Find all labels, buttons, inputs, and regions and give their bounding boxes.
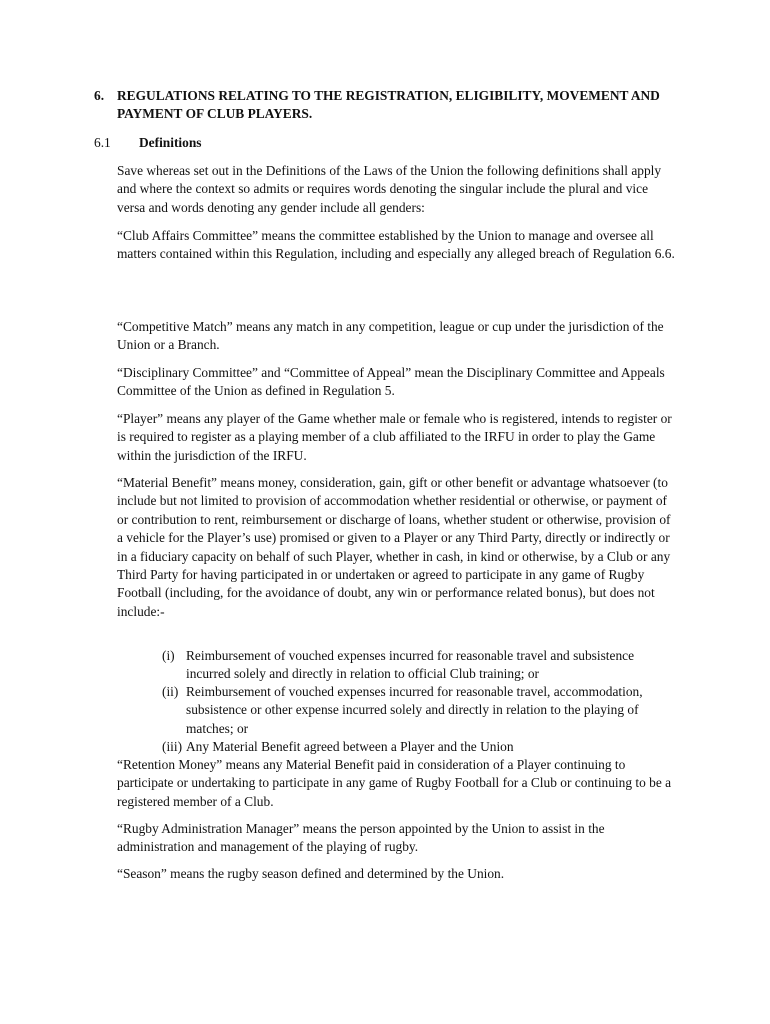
section-title: REGULATIONS RELATING TO THE REGISTRATION, ELIGIBILITY, MOVEMENT AND PAYMENT OF CLUB PLAYERS. (117, 88, 660, 122)
exclusion-marker: (i) (162, 648, 175, 663)
definition-rugby-administration-manager: “Rugby Administration Manager” means the person appointed by the Union to assist in the administration and management of the playing of rugby. (117, 821, 605, 855)
exclusion-marker: (ii) (162, 684, 179, 699)
definition-disciplinary-committee: “Disciplinary Committee” and “Committee of Appeal” mean the Disciplinary Committee and Appeals Committee of the Union as defined in Regulation 5. (117, 365, 665, 399)
definition-player: “Player” means any player of the Game whether male or female who is registered, intends to register or is required to register as a playing member of a club affiliated to the IRFU in order to play the Game within the jurisdiction of the IRFU. (117, 411, 672, 463)
intro-paragraph: Save whereas set out in the Definitions of the Laws of the Union the following definitions shall apply and where the context so admits or requires words denoting the singular include the plural and vice versa and words denoting any gender include all genders: (117, 163, 662, 215)
definition-retention-money: “Retention Money” means any Material Benefit paid in consideration of a Player continuing to participate or undertaking to participate in any game of Rugby Football for a Club or continuing to be a registered member of a Club. (117, 757, 672, 809)
definition-season: “Season” means the rugby season defined and determined by the Union. (117, 866, 505, 881)
exclusion-text: Reimbursement of vouched expenses incurred for reasonable travel and subsistence incurred solely and directly in relation to official Club training; or (186, 648, 635, 682)
exclusion-text: Any Material Benefit agreed between a Player and the Union (186, 739, 514, 754)
subsection-number: 6.1 (94, 135, 111, 150)
subsection-title: Definitions (139, 135, 202, 150)
exclusion-marker: (iii) (162, 739, 183, 754)
definition-competitive-match: “Competitive Match” means any match in any competition, league or cup under the jurisdiction of the Union or a Branch. (117, 319, 664, 353)
section-number: 6. (94, 88, 105, 103)
definition-club-affairs-committee: “Club Affairs Committee” means the committee established by the Union to manage and oversee all matters contained within this Regulation, including and especially any alleged breach of Regulation 6.6. (117, 228, 675, 262)
exclusion-text: Reimbursement of vouched expenses incurred for reasonable travel, accommodation, subsistence or other expense incurred solely and directly in relation to the playing of matches; or (186, 684, 643, 736)
definition-material-benefit: “Material Benefit” means money, consideration, gain, gift or other benefit or advantage whatsoever (to include but not limited to provision of accommodation whether residential or otherwise, or payment of or contribution to rent, reimbursement or discharge of loans, whether student or otherwise, provision of a vehicle for the Player’s use) promised or given to a Player or any Third Party, directly or indirectly or in a fiduciary capacity on behalf of such Player, whether in cash, in kind or otherwise, by a Club or any Third Party for having participated in or undertaken or agreed to participate in any game of Rugby Football (including, for the avoidance of doubt, any win or performance related bonus), but does not include:- (117, 475, 671, 619)
